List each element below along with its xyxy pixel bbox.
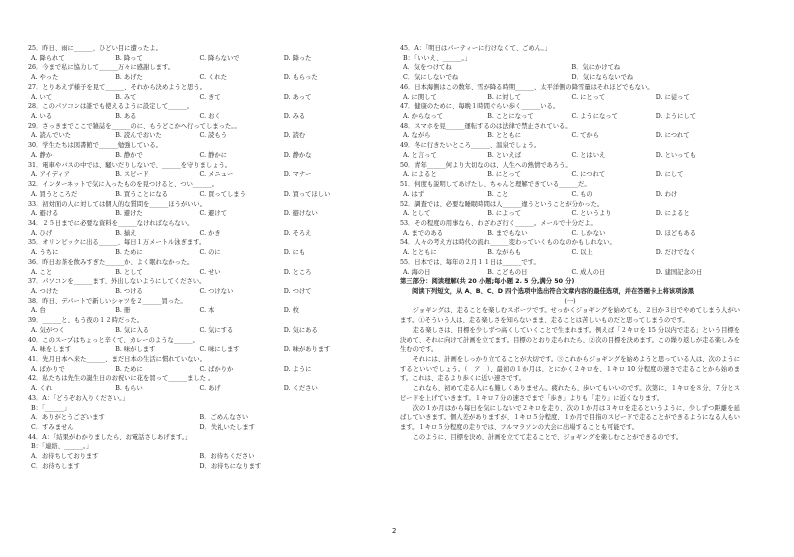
question-stem: 30．学生たちは図書館で______勉強している。 — [28, 142, 162, 150]
answer-option: D. といっても — [655, 151, 697, 159]
answer-option: B. ために — [115, 249, 143, 257]
question-stem: 55．日本では、毎年の２月１１日は______です。 — [400, 258, 540, 266]
answer-option: C. おく — [199, 113, 221, 121]
passage-title: (一) — [564, 297, 576, 305]
question-stem: 31．電車やバスの中では、騒いだりしないで、______を守りましょう。 — [28, 161, 232, 169]
answer-option: A. からなって — [403, 113, 444, 121]
answer-option: B. に対して — [487, 93, 522, 101]
dialog-line-b: B：「連絡、______。」 — [31, 443, 93, 451]
answer-option: A. とともに — [403, 249, 437, 257]
answer-option: C. ばかりか — [199, 365, 234, 373]
answer-option: B. として — [115, 268, 143, 276]
answer-options — [28, 229, 368, 239]
question-stem: 32．インターネットで気に入ったものを見つけると、つい______。 — [28, 181, 219, 189]
question-stem: 34．２５日までに必要な資料を______なければならない。 — [28, 219, 194, 227]
answer-option: A. と言って — [403, 151, 437, 159]
answer-option: C. 気にする — [199, 326, 234, 334]
answer-option: A. 静か — [31, 151, 53, 159]
answer-option: B. 避けた — [115, 210, 143, 218]
answer-option: A. 降られて — [31, 54, 65, 62]
answer-option: C. 静かに — [199, 151, 227, 159]
question-stem: 46．日本海側はこの数年、雪が降る時期______、太平洋側の降雪量はそれほどでもない。 — [400, 83, 654, 91]
answer-option: B. もらい — [115, 385, 143, 393]
answer-option: B. みて — [115, 93, 137, 101]
answer-option: A. ひげ — [31, 229, 53, 237]
dialog-line-a: 44．A：「結果がわかりましたら、お電話さしあげます。」 — [28, 433, 192, 441]
answer-option: D. みる — [283, 113, 306, 121]
answer-option: B．気にかけてね — [571, 64, 621, 72]
answer-option: B. スピード — [115, 171, 149, 179]
answer-options — [400, 170, 740, 180]
answer-option: B. ながらも — [487, 249, 522, 257]
answer-option: A. 避ける — [31, 210, 59, 218]
question-stem: 33．初対面の人に対しては個人的な質問を______ほうがいい。 — [28, 200, 207, 208]
question-stem: 41．先月日本へ来た______、まだ日本の生活に慣れていない。 — [28, 356, 207, 363]
answer-option: A. までのある — [403, 229, 444, 237]
left-column — [28, 44, 368, 472]
answer-option: B. 揃え — [115, 229, 137, 237]
answer-option: D. ください — [283, 385, 318, 393]
answer-option: A. 買うところだ — [31, 190, 78, 198]
answer-options — [28, 306, 368, 316]
answer-option: D. 味があります — [283, 346, 331, 354]
answer-option: C. 買ってしまう — [199, 190, 246, 198]
answer-option: C. 降らないで — [199, 54, 240, 62]
answer-option: D. 降った — [283, 54, 312, 62]
section-heading: 第三部分：阅读理解(共 20 小题;每小题 2. 5 分,满分 50 分) — [400, 278, 575, 286]
question-stem: 42．私たちは先生の誕生日のお祝いに花を買って______ました 。 — [28, 375, 215, 383]
answer-option: B. 読んでおいた — [115, 132, 162, 140]
right-column — [400, 44, 740, 442]
answer-option: B. つける — [115, 287, 143, 295]
answer-option: C. 味にします — [199, 346, 240, 354]
answer-option: C. とはいえ — [571, 151, 606, 159]
answer-option: C. てから — [571, 132, 599, 140]
answer-option: B．ごめんなさい — [199, 414, 249, 422]
question-stem: 49．冬に行きたいところ______、温泉でしょう。 — [400, 142, 541, 150]
dialog-line-b: B：「いいえ、______。」 — [403, 54, 471, 62]
question-stem: 38．昨日、デパートで新しいシャツを２______買った。 — [28, 297, 187, 305]
question-stem: 29．さっきまでここで雑誌を______のに、もうどこかへ行ってしまった。。 — [28, 122, 241, 130]
answer-options — [28, 131, 368, 141]
answer-option: B. 気に入る — [115, 326, 150, 334]
answer-option: B. といえば — [487, 151, 522, 159]
answer-option: D. マナー — [283, 171, 312, 179]
answer-option: D. つけて — [283, 287, 312, 295]
question-stem: 36．昨日お茶を飲みすぎた______か、よく眠れなかった。 — [28, 258, 194, 266]
answer-option: A. つけた — [31, 287, 59, 295]
question-stem: 35．オリンピックに出る______、毎日１万メートル泳ぎます。 — [28, 239, 206, 247]
answer-option: A. はず — [403, 190, 425, 198]
answer-option: C. つけない — [199, 287, 234, 295]
answer-options — [28, 151, 368, 161]
answer-options — [28, 248, 368, 258]
answer-options — [400, 93, 740, 103]
answer-options — [28, 462, 368, 472]
answer-option: A. として — [403, 210, 431, 218]
answer-option: D. 買ってほしい — [283, 190, 331, 198]
passage-paragraph: 走る楽しさは、目標を少しずつ高くしていくことで生まれます。例えば「２キロを 15 分以内で走る」という目標を決めて、それに向けて計画を立てます。目標のとおり走られたら、②次の目標を決めます。この繰り返しが走る楽しみを生むのです。 — [400, 326, 740, 354]
answer-option: B. ために — [115, 365, 143, 373]
answer-option: B. ことになって — [487, 113, 534, 121]
answer-options — [28, 54, 368, 64]
answer-option: D. ように — [283, 365, 312, 373]
answer-options — [400, 131, 740, 141]
answer-options — [28, 452, 368, 462]
question-stem: 51．何度も説明してあげたし、ちゃんと理解できている______だ。 — [400, 181, 591, 189]
answer-option: B．お待ちください — [199, 453, 255, 461]
answer-options — [400, 73, 740, 83]
answer-option: A. こと — [31, 268, 53, 276]
answer-option: D. そろえ — [283, 229, 312, 237]
answer-option: A. いて — [31, 93, 53, 101]
answer-option: A. やった — [31, 74, 59, 82]
answer-option: D．気にならないでね — [571, 74, 634, 82]
page-number: 2 — [392, 527, 397, 535]
answer-options — [28, 170, 368, 180]
answer-option: C. しかない — [571, 229, 606, 237]
answer-option: C. にとって — [571, 93, 606, 101]
answer-options — [28, 268, 368, 278]
answer-options — [28, 345, 368, 355]
answer-option: D. わけ — [655, 190, 678, 198]
answer-options — [400, 209, 740, 219]
answer-option: C. 読もう — [199, 132, 227, 140]
answer-option: C. 本 — [199, 307, 215, 315]
answer-option: C. 避けて — [199, 210, 227, 218]
answer-option: C. ようになって — [571, 113, 618, 121]
answer-option: D. 建国記念の日 — [655, 268, 703, 276]
section-instruction: 阅读下列短文，从 A、B、C、D 四个选项中选出符合文章内容的最佳选项，并在答题卡上将该项涂黑 — [412, 287, 695, 295]
answer-option: C. きて — [199, 93, 221, 101]
answer-option: A．ありがとうございます — [31, 414, 105, 422]
answer-options — [28, 365, 368, 375]
answer-option: A. ながら — [403, 132, 431, 140]
answer-option: A. 読んでいた — [31, 132, 72, 140]
answer-option: A. 台 — [31, 307, 46, 315]
answer-option: B. 買うことになる — [115, 190, 168, 198]
answer-option: D. につれて — [655, 132, 690, 140]
answer-options — [400, 112, 740, 122]
question-stem: 52．調査では、必要な睡眠時間は人______違うということが分かった。 — [400, 200, 604, 208]
question-stem: 27．とりあえず様子を見て______、それから決めようと思う。 — [28, 83, 207, 91]
answer-option: B. 降って — [115, 54, 143, 62]
answer-options — [28, 326, 368, 336]
answer-option: D. 気にある — [283, 326, 318, 334]
answer-option: C. あげ — [199, 385, 221, 393]
answer-option: C. 成人の日 — [571, 268, 606, 276]
answer-option: D．お待ちになります — [199, 462, 262, 470]
answer-options — [400, 151, 740, 161]
answer-option: D. 避けない — [283, 210, 318, 218]
answer-options — [400, 229, 740, 239]
answer-option: C．すみません — [31, 424, 74, 432]
answer-option: C. につれて — [571, 171, 606, 179]
answer-option: D. ところ — [283, 268, 312, 276]
answer-options — [28, 413, 368, 423]
answer-option: B. こと — [487, 190, 509, 198]
question-stem: 47．健康のために、毎晩１時間ぐらい歩く______いる。 — [400, 103, 560, 111]
answer-options — [28, 384, 368, 394]
answer-option: C．お待ちします — [31, 462, 80, 470]
dialog-line-a: 45．A：「明日はパーティーに行けなくて、ごめん。」 — [400, 45, 551, 52]
answer-option: C. くれた — [199, 74, 227, 82]
answer-option: B. とともに — [487, 132, 522, 140]
answer-option: A．お待ちしております — [31, 453, 99, 461]
passage-paragraph: それには、計画をしっかり立てることが大切です。③これからジョギングを始めようと思っている人は、次のようにするといいでしょう。（ ア ）、最初の１か月は、とにかく２キロを、１キロ 10 分程度の速さで走ることから始めます。これは、走るより歩くに近い速さです。 — [400, 356, 740, 383]
answer-options — [400, 190, 740, 200]
answer-option: D. あって — [283, 93, 312, 101]
answer-option: B. までもない — [487, 229, 528, 237]
question-stem: 25．昨日、雨に______、ひどい目に遭ったよ。 — [28, 45, 162, 52]
answer-option: A. くれ — [31, 385, 53, 393]
question-stem: 28．このパソコンは誰でも使えるように設定して______。 — [28, 103, 194, 111]
answer-option: D．失礼いたします — [199, 424, 255, 432]
answer-option: D. もらった — [283, 74, 318, 82]
answer-option: A. 味をします — [31, 346, 72, 354]
answer-option: D. 枚 — [283, 307, 299, 315]
answer-option: A. 気がつく — [31, 326, 65, 334]
answer-option: C. かき — [199, 229, 221, 237]
answer-option: A. アイディア — [31, 171, 70, 179]
passage-paragraph: このように、目標を決め、計画を立てて走ることで、ジョギングを楽しむことができるのです。 — [412, 433, 683, 441]
answer-options — [28, 112, 368, 122]
answer-options — [28, 93, 368, 103]
answer-options — [400, 63, 740, 73]
answer-options — [400, 248, 740, 258]
question-stem: 50．青年______何より大切なのは、人生への熱情であろう。 — [400, 161, 572, 169]
answer-options — [400, 268, 740, 278]
answer-option: C. せい — [199, 268, 221, 276]
question-stem: 26．今まで私に協力して______万々に感謝します。 — [28, 64, 175, 72]
question-stem: 54．人々の考え方は時代の流れ______変わっていくものなのかもしれない。 — [400, 239, 616, 247]
answer-option: A. によると — [403, 171, 437, 179]
question-stem: 53．その程度の用事なら、わざわざ行く______。メールで十分だよ。 — [400, 219, 597, 227]
answer-option: D. ようにして — [655, 113, 697, 121]
answer-option: B. ある — [115, 113, 137, 121]
answer-option: D. に従って — [655, 93, 690, 101]
answer-option: B. 静かで — [115, 151, 143, 159]
question-stem: 40．このスープはちょっと辛くて、カレーのような______。 — [28, 336, 199, 344]
answer-options — [28, 190, 368, 200]
answer-option: B. こどもの日 — [487, 268, 528, 276]
answer-option: B. 冊 — [115, 307, 131, 315]
answer-option: B. にとって — [487, 171, 521, 179]
answer-option: A. 海の日 — [403, 268, 431, 276]
answer-option: C. というより — [571, 210, 612, 218]
answer-options — [28, 423, 368, 433]
answer-option: B. 味がします — [115, 346, 156, 354]
answer-option: C. もの — [571, 190, 593, 198]
question-stem: 39．______と、もう夜の１２時だった。 — [28, 317, 144, 325]
question-stem: 37．パソコンを______ます、外出しないようにしてください。 — [28, 278, 206, 286]
answer-option: A. ばかりで — [31, 365, 65, 373]
answer-option: C．気にしないでね — [403, 74, 459, 82]
answer-option: D. 読む — [283, 132, 306, 140]
answer-options — [28, 73, 368, 83]
answer-option: D. 静かな — [283, 151, 312, 159]
passage-paragraph: 次の１か月はから毎日を気にしないで２キロを走り、次の１か月は３キロを走るというように、少しずつ距離を延ばしていきます。個人差がありますが、１キロ５分程度、１か月で目指のスピードで走ることができるようになる人もいます。１キロ５分程度の走りでは、フルマラソンの大会に出場することも可能です。 — [400, 404, 740, 432]
answer-option: C. のに — [199, 249, 221, 257]
dialog-line-a: 43．A：「どうぞお入りください。」 — [28, 394, 129, 402]
answer-options — [28, 209, 368, 219]
answer-option: A. いる — [31, 113, 53, 121]
answer-option: B. によって — [487, 210, 522, 218]
answer-option: D. ほどもある — [655, 229, 697, 237]
answer-option: A. に関して — [403, 93, 437, 101]
answer-options — [28, 287, 368, 297]
answer-option: D. によると — [655, 210, 690, 218]
dialog-line-b: B：「______」 — [31, 404, 71, 412]
answer-option: D. にも — [283, 249, 306, 257]
answer-option: D. にして — [655, 171, 684, 179]
passage-paragraph: これなら、初めて走る人にも難しくありません。疲れたら、歩いてもいいのです。次第に、１キロを８分、７分とスピードを上げていきます。１キロ７分の速さでまで「歩き」よりも「走り」に近くなります。 — [400, 385, 740, 402]
answer-option: D. だけでなく — [655, 249, 697, 257]
answer-option: C. メニュー — [199, 171, 234, 179]
answer-option: C. 以上 — [571, 249, 593, 257]
answer-option: A. うちに — [31, 249, 59, 257]
passage-paragraph: ジョギングは、走ることを楽しむスポーツです。せっかくジョギングを始めても、２日か３日でやめてしまう人がいます。①そういう人は、走る楽しさを知らないまま、走ることは苦しいものだと思ってしまうのです。 — [400, 307, 740, 325]
question-stem: 48．スマホを見______運転するのは法律で禁止されている。 — [400, 122, 572, 130]
answer-option: B. あげた — [115, 74, 143, 82]
answer-option: A．気をつけてね — [403, 64, 452, 72]
